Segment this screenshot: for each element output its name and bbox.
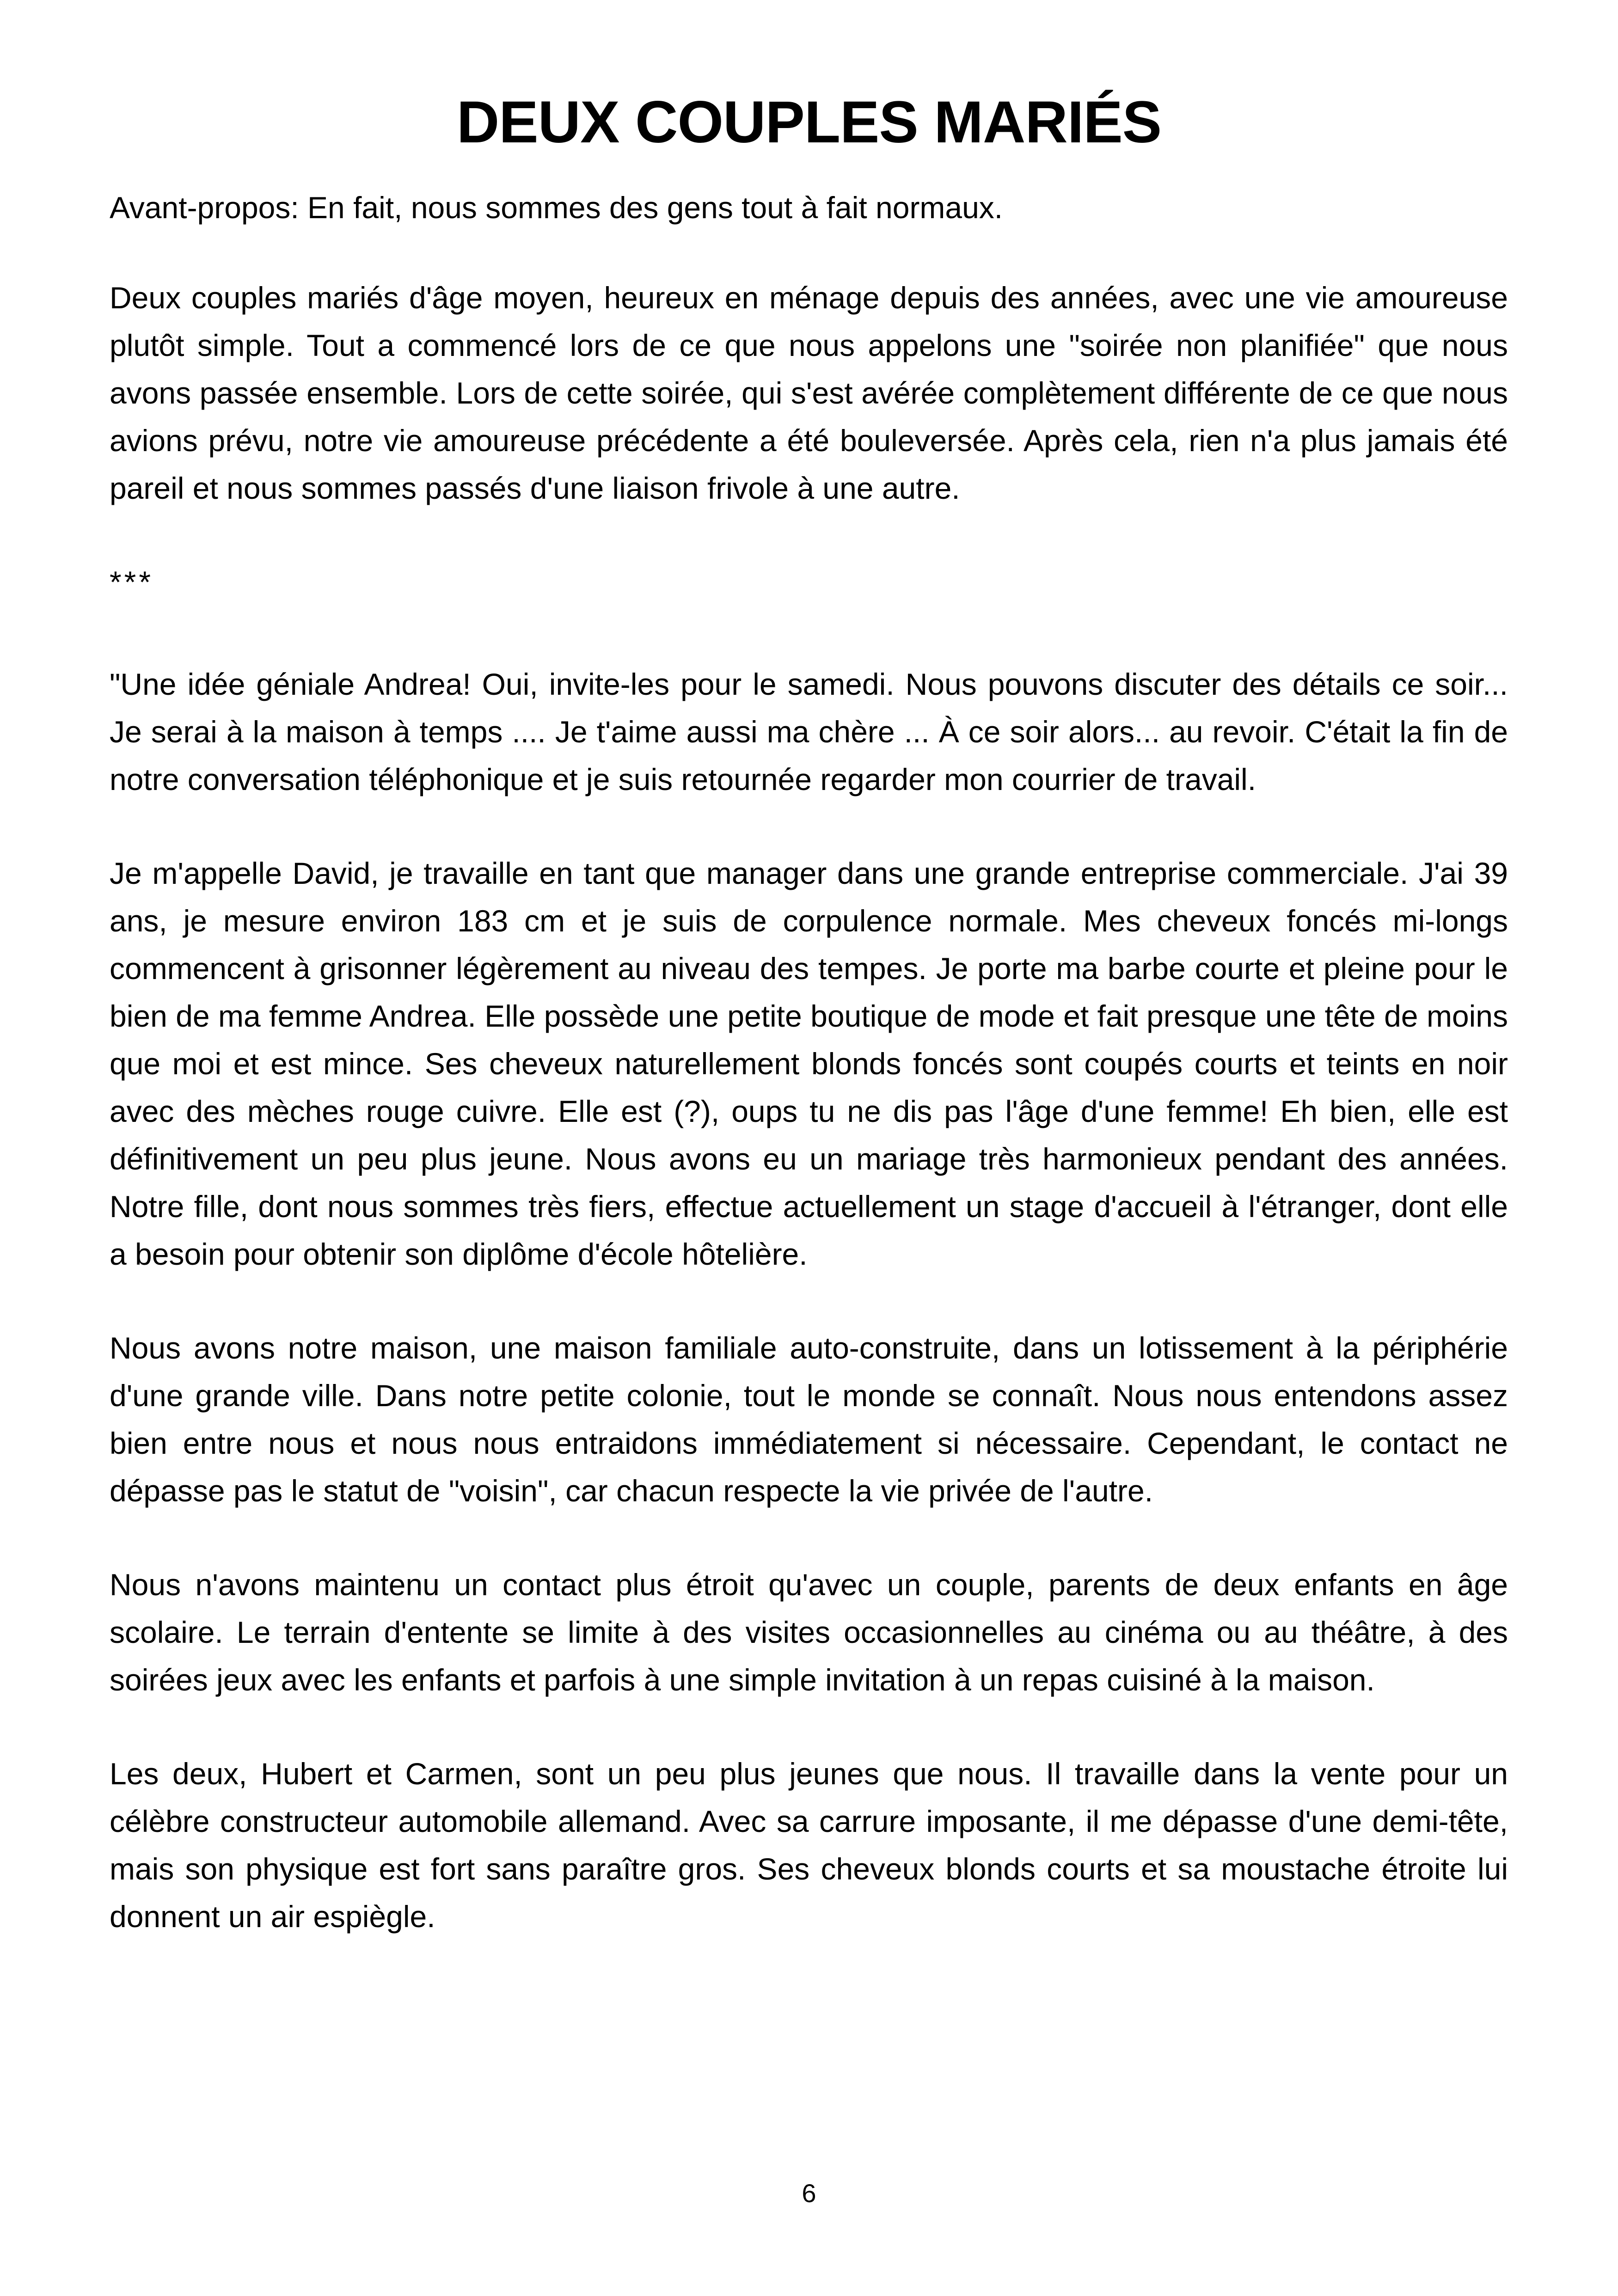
section-separator: *** xyxy=(110,565,154,599)
paragraph: Les deux, Hubert et Carmen, sont un peu plus jeunes que nous. Il travaille dans la vente pour un célèbre constructeur automobile allemand. Avec sa carrure imposante, il me dépasse d'une demi-tête, mais son physique est fort sans paraître gros. Ses cheveux blonds courts et sa moustache étroite lui donnent un air espiègle. xyxy=(110,1757,1508,1934)
paragraph: Nous n'avons maintenu un contact plus étroit qu'avec un couple, parents de deux enfants en âge scolaire. Le terrain d'entente se limite à des visites occasionnelles au cinéma ou au théâtre, à des soirées jeux avec les enfants et parfois à une simple invitation à un repas cuisiné à la maison. xyxy=(110,1567,1508,1697)
paragraph: Je m'appelle David, je travaille en tant que manager dans une grande entreprise commerciale. J'ai 39 ans, je mesure environ 183 cm et je suis de corpulence normale. Mes cheveux foncés mi-longs commencent à grisonner légèrement au niveau des tempes. Je porte ma barbe courte et pleine pour le bien de ma femme Andrea. Elle possède une petite boutique de mode et fait presque une tête de moins que moi et est mince. Ses cheveux naturellement blonds foncés sont coupés courts et teints en noir avec des mèches rouge cuivre. Elle est (?), oups tu ne dis pas l'âge d'une femme! Eh bien, elle est définitivement un peu plus jeune. Nous avons eu un mariage très harmonieux pendant des années. Notre fille, dont nous sommes très fiers, effectue actuellement un stage d'accueil à l'étranger, dont elle a besoin pour obtenir son diplôme d'école hôtelière. xyxy=(110,856,1508,1271)
paragraph: Nous avons notre maison, une maison familiale auto-construite, dans un lotissement à la périphérie d'une grande ville. Dans notre petite colonie, tout le monde se connaît. Nous nous entendons assez bien entre nous et nous nous entraidons immédiatement si nécessaire. Cependant, le contact ne dépasse pas le statut de "voisin", car chacun respecte la vie privée de l'autre. xyxy=(110,1331,1508,1508)
page-number: 6 xyxy=(802,2179,816,2208)
paragraph: "Une idée géniale Andrea! Oui, invite-les pour le samedi. Nous pouvons discuter des détails ce soir... Je serai à la maison à temps .... Je t'aime aussi ma chère ... À ce soir alors... au revoir. C'était la fin de notre conversation téléphonique et je suis retournée regarder mon courrier de travail. xyxy=(110,667,1508,796)
paragraph-foreword: Avant-propos: En fait, nous sommes des gens tout à fait normaux. xyxy=(110,190,1003,225)
paragraph: Deux couples mariés d'âge moyen, heureux en ménage depuis des années, avec une vie amoureuse plutôt simple. Tout a commencé lors de ce que nous appelons une "soirée non planifiée" que nous avons passée ensemble. Lors de cette soirée, qui s'est avérée complètement différente de ce que nous avions prévu, notre vie amoureuse précédente a été bouleversée. Après cela, rien n'a plus jamais été pareil et nous sommes passés d'une liaison frivole à une autre. xyxy=(110,281,1508,505)
body-text xyxy=(110,184,1508,1987)
page-title: DEUX COUPLES MARIÉS xyxy=(456,89,1162,155)
